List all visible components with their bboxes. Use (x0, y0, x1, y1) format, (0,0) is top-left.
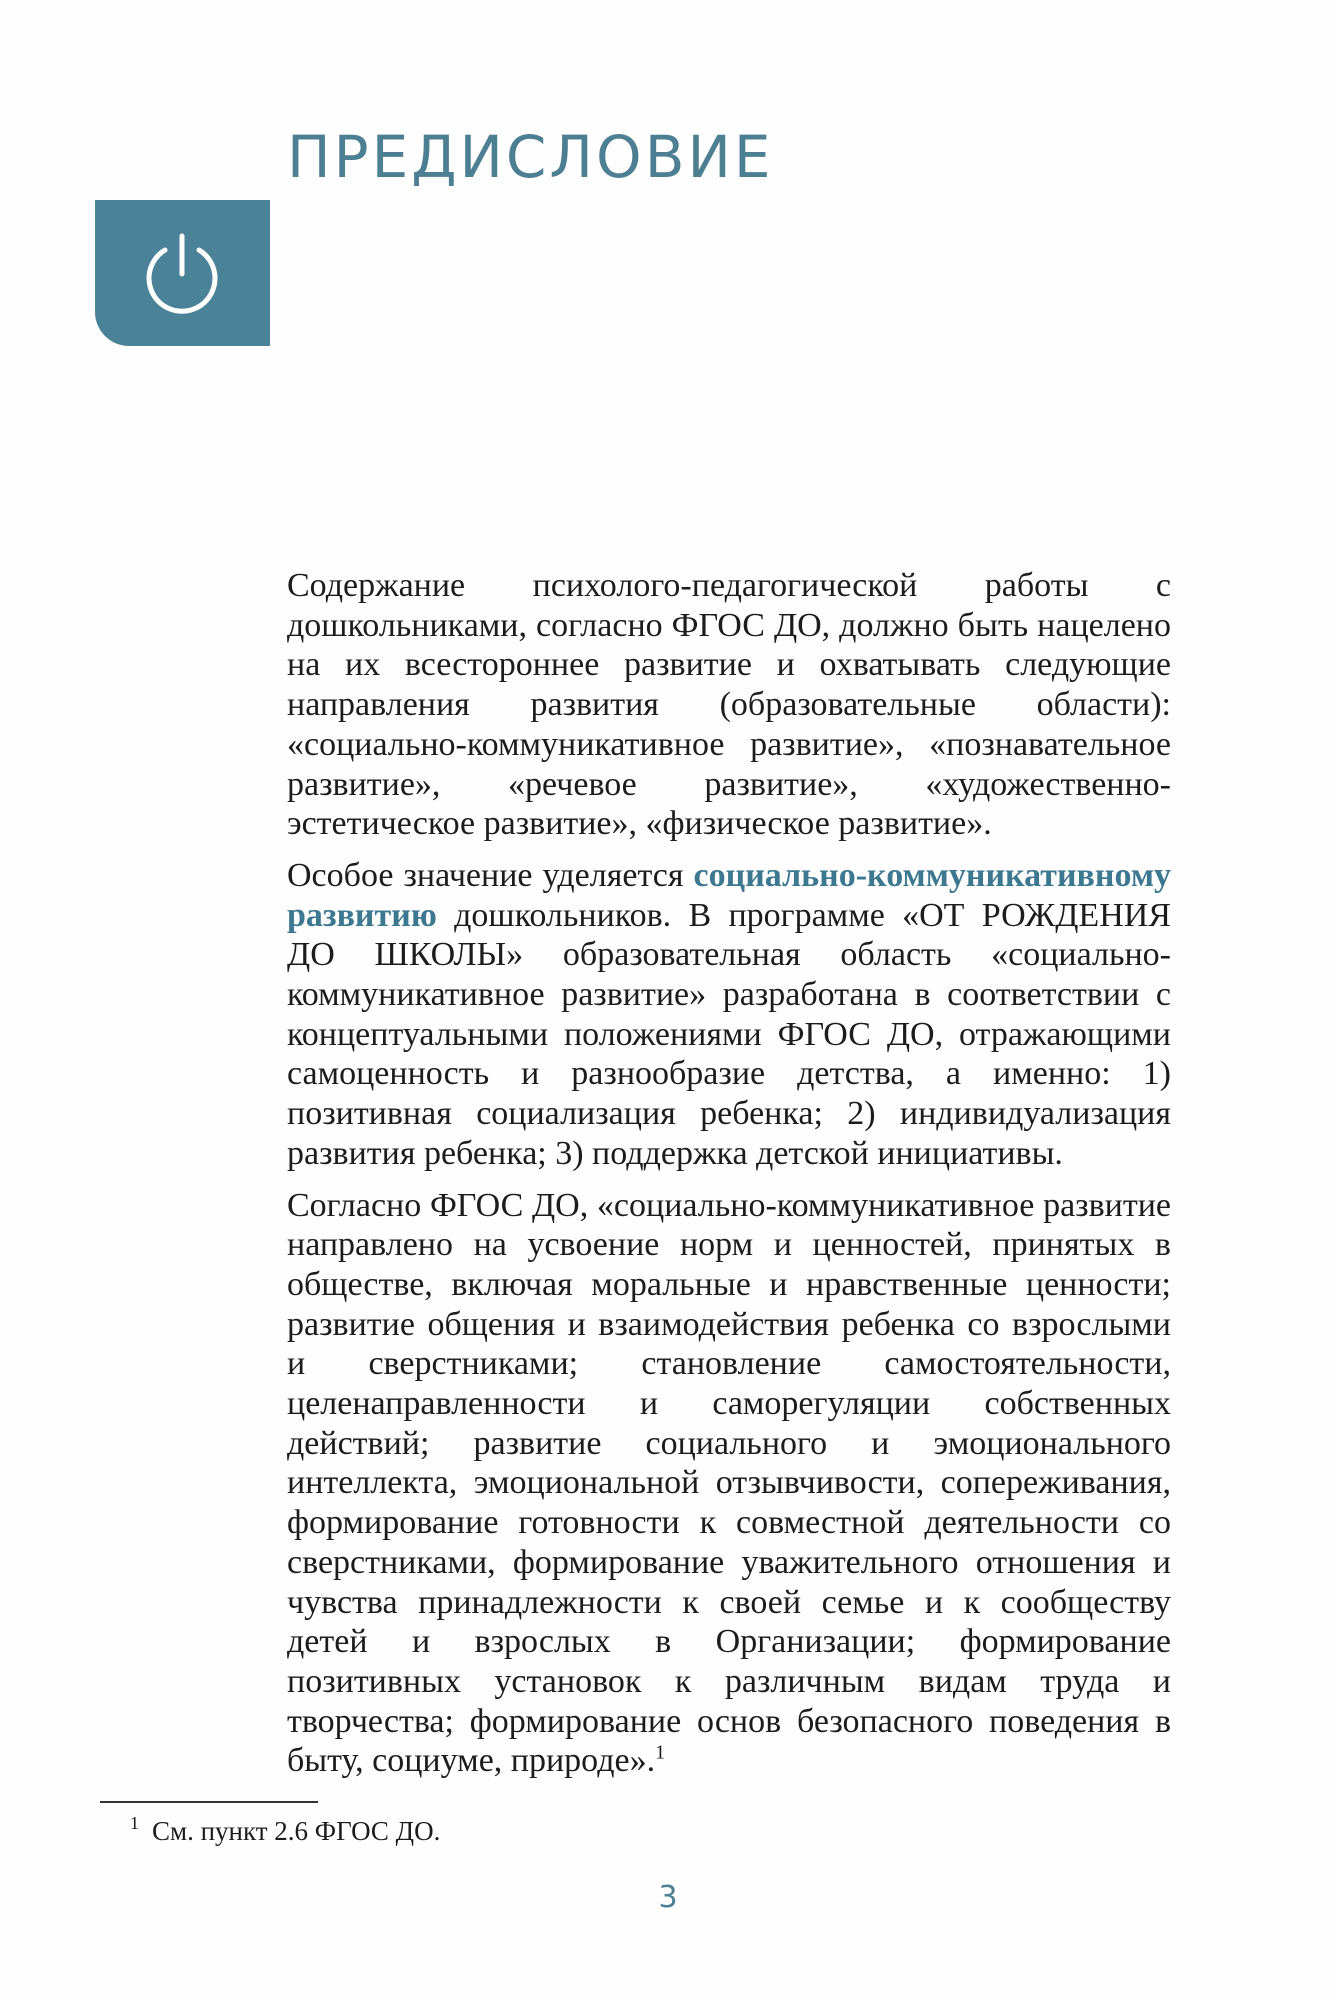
footnote (130, 1813, 441, 1849)
footnote-divider (100, 1801, 318, 1803)
footnote-number: 1 (130, 1813, 139, 1833)
page-number: 3 (658, 1880, 678, 1915)
page-title: ПРЕДИСЛОВИЕ (287, 123, 774, 191)
power-icon (137, 228, 227, 318)
paragraph-2-end: дошкольников. В программе «ОТ РОЖДЕНИЯ ДО ШКОЛЫ» образовательная область «социально-коммуникативное развитие» разработана в соответствии с концептуальными положениями ФГОС ДО, отражающими самоценность и разнообразие детства, а именно: 1) позитивная социализация ребенка; 2) индивидуализация развития ребенка; 3) поддержка детской инициативы. (287, 896, 1171, 1172)
highlighted-term: социально-коммуникативному развитию (287, 856, 1171, 934)
paragraph-3-text: Согласно ФГОС ДО, «социально-коммуникативное развитие направлено на усвоение норм и ценностей, принятых в обществе, включая моральные и нравственные ценности; развитие общения и взаимодействия ребенка со взрослыми и сверстниками; становление самостоятельности, целенаправленности и саморегуляции собственных действий; развитие социального и эмоционального интеллекта, эмоциональной отзывчивости, сопереживания, формирование готовности к совместной деятельности со сверстниками, формирование уважительного отношения и чувства принадлежности к своей семье и к сообществу детей и взрослых в Организации; формирование позитивных установок к различным видам труда и творчества; формирование основ безопасного поведения в быту, социуме, природе». (287, 1186, 1171, 1780)
paragraph-1: Содержание психолого-педагогической работы с дошкольниками, согласно ФГОС ДО, должно быть нацелено на их всестороннее развитие и охватывать следующие направления развития (образовательные области): «социально-коммуникативное развитие», «познавательное развитие», «речевое развитие», «художественно-эстетическое развитие», «физическое развитие». (287, 567, 1171, 843)
footnote-text: См. пункт 2.6 ФГОС ДО. (152, 1816, 441, 1846)
paragraph-3 (287, 1186, 1171, 1782)
paragraph-2-start: Особое значение уделяется (287, 856, 694, 894)
body-text (287, 566, 1171, 1793)
paragraph-2 (287, 856, 1171, 1174)
chapter-icon-block (95, 200, 270, 346)
footnote-reference[interactable]: 1 (655, 1742, 666, 1765)
